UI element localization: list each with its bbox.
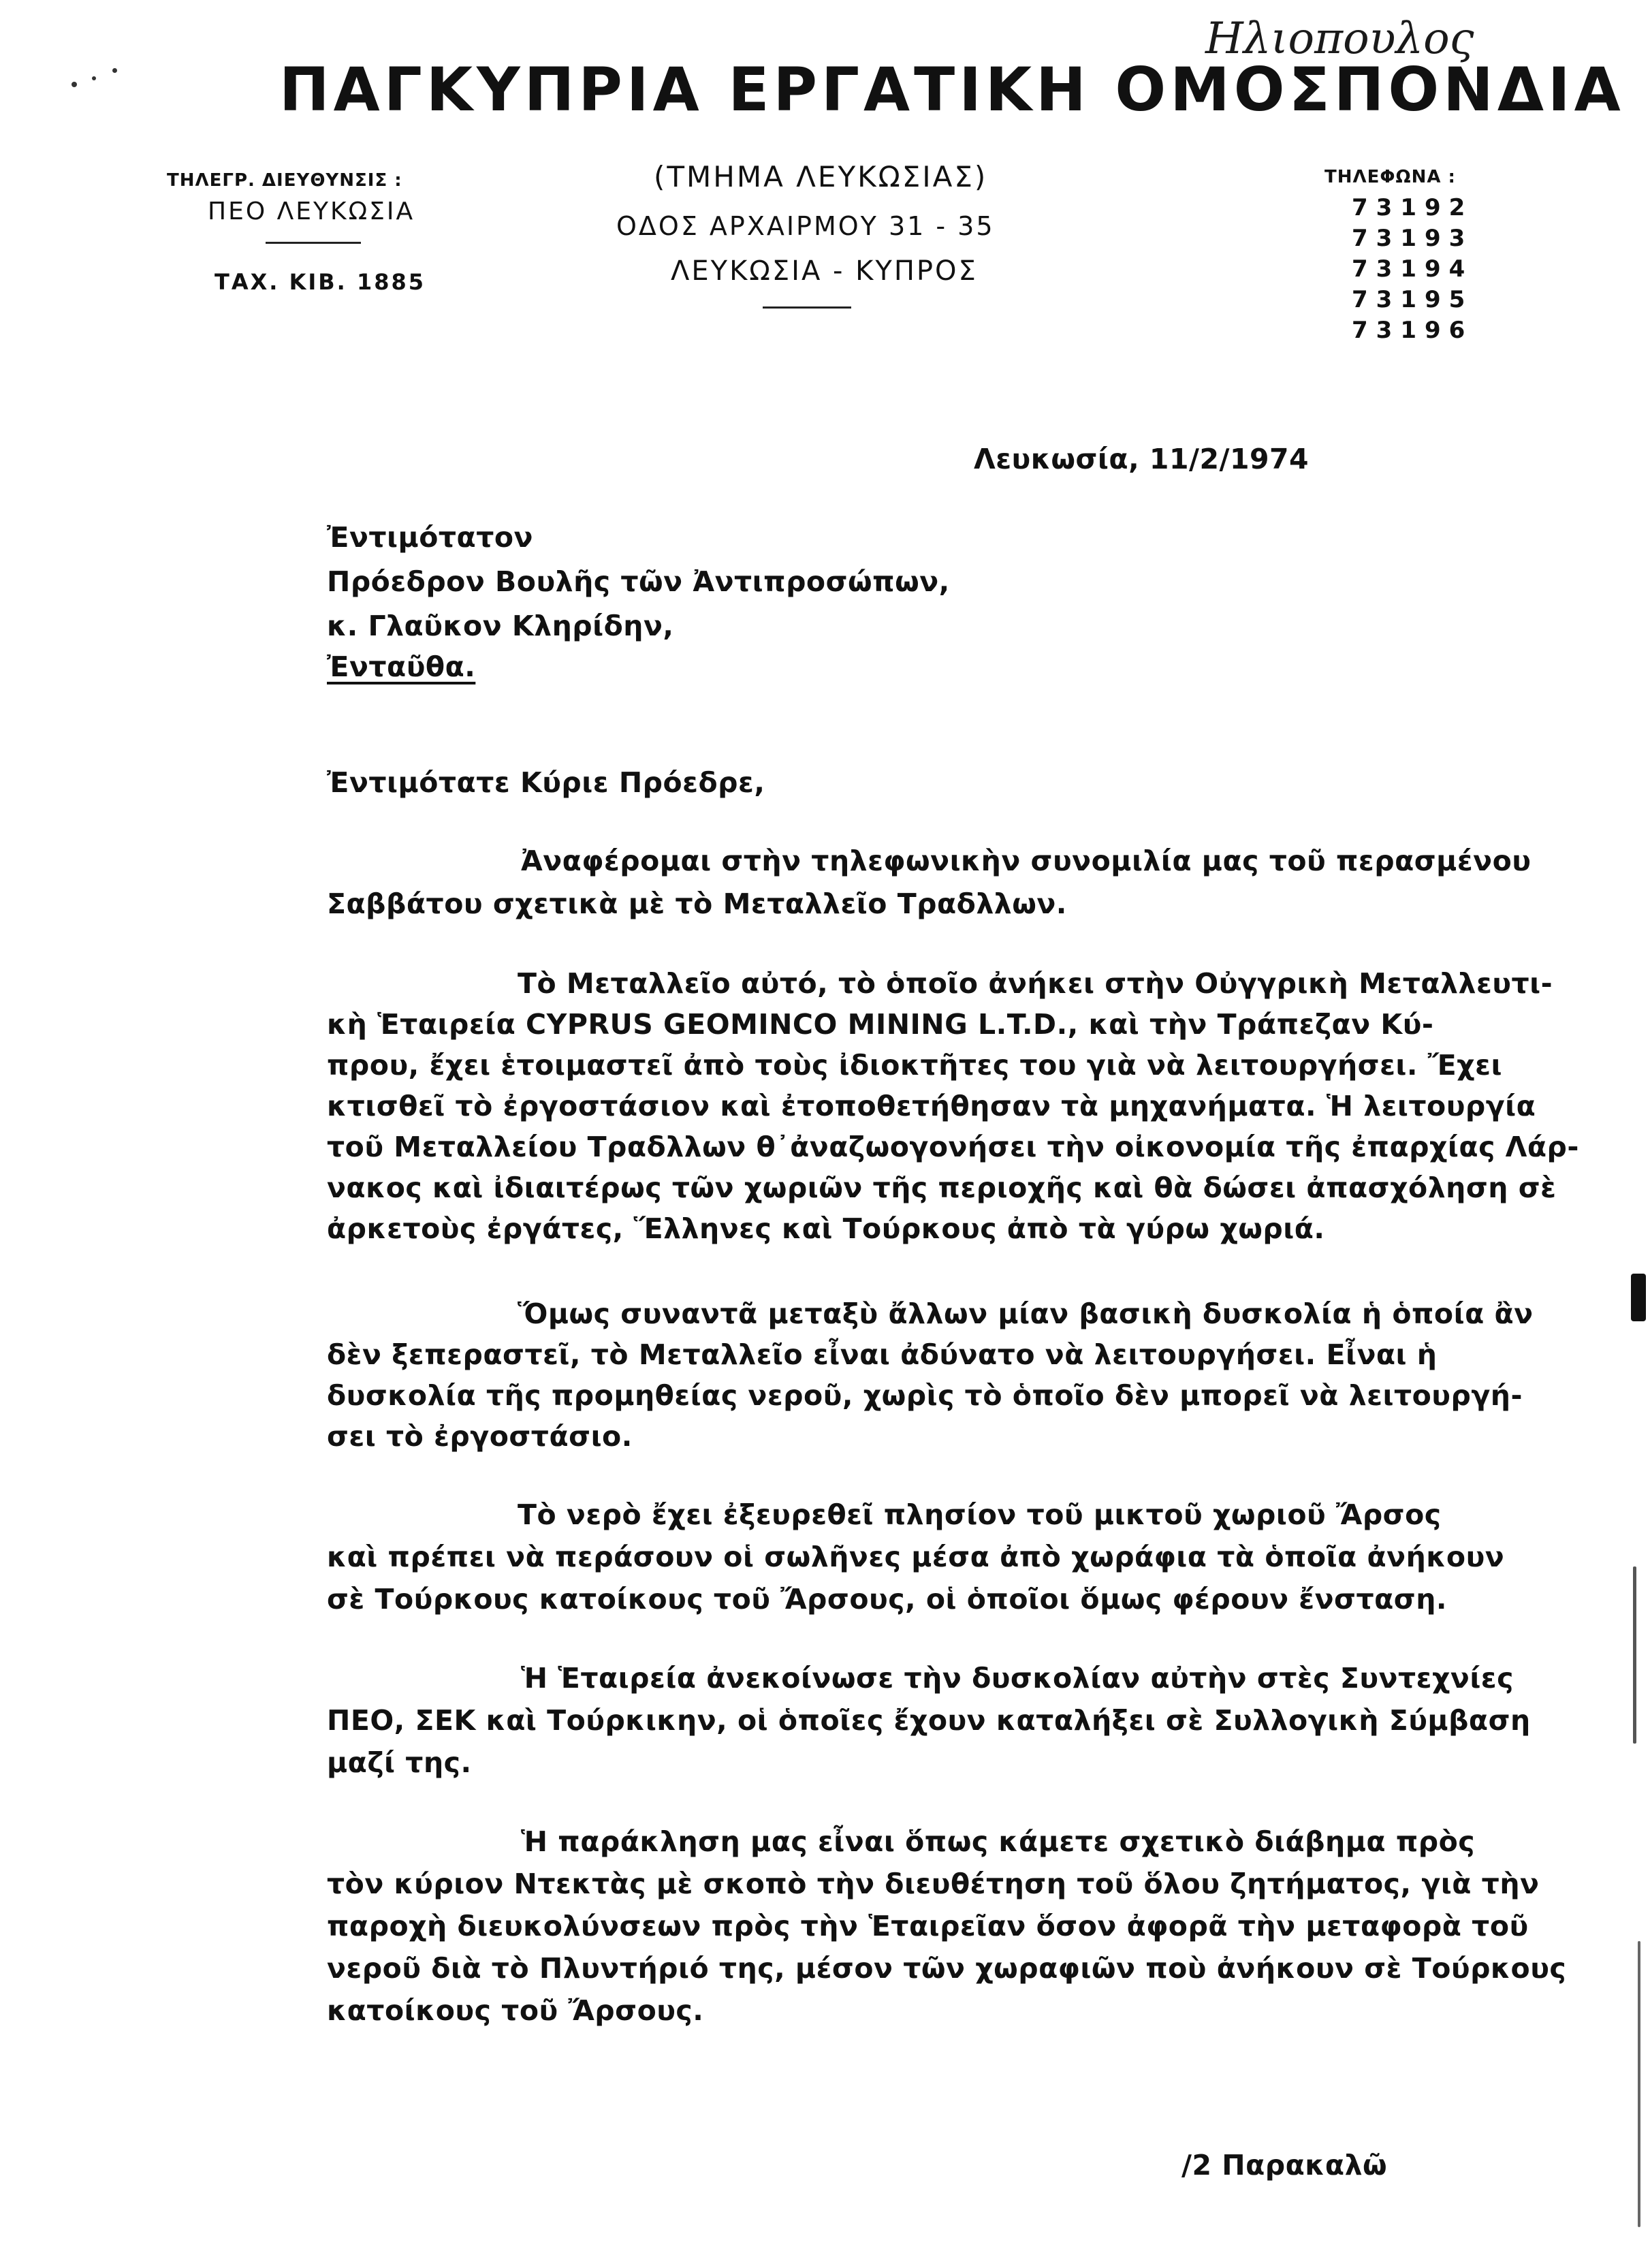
paragraph-line: Ἀναφέρομαι στὴν τηλεφωνικὴν συνομιλία μας τοῦ περασμένου <box>521 845 1532 877</box>
paragraph-line: Τὸ Μεταλλεῖο αὐτό, τὸ ὁποῖο ἀνήκει στὴν Οὐγγρικὴ Μεταλλευτι- <box>518 967 1553 1000</box>
paragraph-line: μαζί της. <box>327 1746 472 1779</box>
paragraph-line: σει τὸ ἐργοστάσιο. <box>327 1420 633 1453</box>
organization-title: ΠΑΓΚΥΠΡΙΑ ΕΡΓΑΤΙΚΗ ΟΜΟΣΠΟΝΔΙΑ <box>279 54 1625 125</box>
paragraph-line: νεροῦ διὰ τὸ Πλυντήριό της, μέσον τῶν χωραφιῶν ποὺ ἀνήκουν σὲ Τούρκους <box>327 1952 1567 1985</box>
paragraph-line: κτισθεῖ τὸ ἐργοστάσιον καὶ ἐτοποθετήθησαν τὰ μηχανήματα. Ἡ λειτουργία <box>327 1090 1536 1122</box>
paragraph-line: δὲν ξεπεραστεῖ, τὸ Μεταλλεῖο εἶναι ἀδύνατο νὰ λειτουργήσει. Εἶναι ἡ <box>327 1338 1438 1371</box>
paragraph-line: ΠΕΟ, ΣΕΚ καὶ Τούρκικην, οἱ ὁποῖες ἔχουν καταλήξει σὲ Συλλογικὴ Σύμβαση <box>327 1704 1531 1737</box>
recipient-line: Ἐνταῦθα. <box>327 650 476 683</box>
po-box: ΤΑΧ. ΚΙΒ. 1885 <box>215 269 426 295</box>
paragraph-line: παροχὴ διευκολύνσεων πρὸς τὴν Ἑταιρεῖαν ὅσον ἀφορᾶ τὴν μεταφορὰ τοῦ <box>327 1910 1529 1942</box>
paragraph-line: ἀρκετοὺς ἐργάτες, Ἕλληνες καὶ Τούρκους ἀπὸ τὰ γύρω χωριά. <box>327 1212 1325 1245</box>
scan-edge-mark <box>1631 1274 1646 1321</box>
paragraph-line: κατοίκους τοῦ Ἄρσους. <box>327 1994 704 2027</box>
divider <box>763 306 851 309</box>
divider <box>266 242 361 244</box>
scan-speck <box>112 68 117 73</box>
salutation: Ἐντιμότατε Κύριε Πρόεδρε, <box>327 766 765 799</box>
paragraph-line: Σαββάτου σχετικὰ μὲ τὸ Μεταλλεῖο Τραδλλων. <box>327 887 1067 920</box>
phone-number: 73192 <box>1352 194 1474 221</box>
paragraph-line: τοῦ Μεταλλείου Τραδλλων θ᾽ἀναζωογονήσει τὴν οἰκονομία τῆς ἐπαρχίας Λάρ- <box>327 1131 1579 1163</box>
phone-number: 73195 <box>1352 286 1474 313</box>
recipient-line: κ. Γλαῦκον Κληρίδην, <box>327 610 674 642</box>
paragraph-line: τὸν κύριον Ντεκτὰς μὲ σκοπὸ τὴν διευθέτηση τοῦ ὅλου ζητήματος, γιὰ τὴν <box>327 1868 1540 1900</box>
handwritten-annotation: Ηλιοπουλος <box>1205 14 1474 64</box>
phones-label: ΤΗΛΕΦΩΝΑ : <box>1324 167 1456 187</box>
place-date: Λευκωσία, 11/2/1974 <box>974 443 1310 475</box>
phone-number: 73193 <box>1352 225 1474 252</box>
paragraph-line: Ἡ Ἑταιρεία ἀνεκοίνωσε τὴν δυσκολίαν αὐτὴν στὲς Συντεχνίες <box>521 1662 1514 1695</box>
street-address: ΟΔΟΣ ΑΡΧΑΙΡΜΟΥ 31 - 35 <box>616 211 995 241</box>
telegraph-address: ΠΕΟ ΛΕΥΚΩΣΙΑ <box>208 198 415 225</box>
branch-name: (ΤΜΗΜΑ ΛΕΥΚΩΣΙΑΣ) <box>654 160 988 193</box>
continuation-marker: /2 Παρακαλῶ <box>1181 2149 1388 2182</box>
phone-number: 73196 <box>1352 317 1474 344</box>
paragraph-line: πρου, ἔχει ἑτοιμαστεῖ ἀπὸ τοὺς ἰδιοκτῆτες του γιὰ νὰ λειτουργήσει. Ἔχει <box>327 1049 1502 1082</box>
city: ΛΕΥΚΩΣΙΑ - ΚΥΠΡΟΣ <box>671 255 978 287</box>
paragraph-line: κὴ Ἑταιρεία CYPRUS GEOMINCO MINING L.T.D., καὶ τὴν Τράπεζαν Κύ- <box>327 1008 1434 1041</box>
recipient-line: Ἐντιμότατον <box>327 521 533 554</box>
paragraph-line: νακος καὶ ἰδιαιτέρως τῶν χωριῶν τῆς περιοχῆς καὶ θὰ δώσει ἀπασχόληση σὲ <box>327 1171 1557 1204</box>
paragraph-line: δυσκολία τῆς προμηθείας νεροῦ, χωρὶς τὸ ὁποῖο δὲν μπορεῖ νὰ λειτουργή- <box>327 1379 1523 1412</box>
paragraph-line: Ὅμως συναντᾶ μεταξὺ ἄλλων μίαν βασικὴ δυσκολία ἡ ὁποία ἂν <box>518 1297 1534 1330</box>
scan-speck <box>92 76 96 80</box>
paragraph-line: καὶ πρέπει νὰ περάσουν οἱ σωλῆνες μέσα ἀπὸ χωράφια τὰ ὁποῖα ἀνήκουν <box>327 1541 1505 1573</box>
paragraph-line: σὲ Τούρκους κατοίκους τοῦ Ἄρσους, οἱ ὁποῖοι ὅμως φέρουν ἔνσταση. <box>327 1583 1447 1616</box>
paragraph-line: Ἡ παράκληση μας εἶναι ὅπως κάμετε σχετικὸ διάβημα πρὸς <box>521 1825 1476 1858</box>
paragraph-line: Τὸ νερὸ ἔχει ἐξευρεθεῖ πλησίον τοῦ μικτοῦ χωριοῦ Ἄρσος <box>518 1498 1442 1531</box>
scan-speck <box>72 82 77 87</box>
scan-edge-line <box>1633 1566 1636 1744</box>
phone-number: 73194 <box>1352 255 1474 283</box>
recipient-line: Πρόεδρον Βουλῆς τῶν Ἀντιπροσώπων, <box>327 565 950 598</box>
telegraph-label: ΤΗΛΕΓΡ. ΔΙΕΥΘΥΝΣΙΣ : <box>167 170 402 191</box>
scan-edge-line <box>1638 1941 1640 2227</box>
